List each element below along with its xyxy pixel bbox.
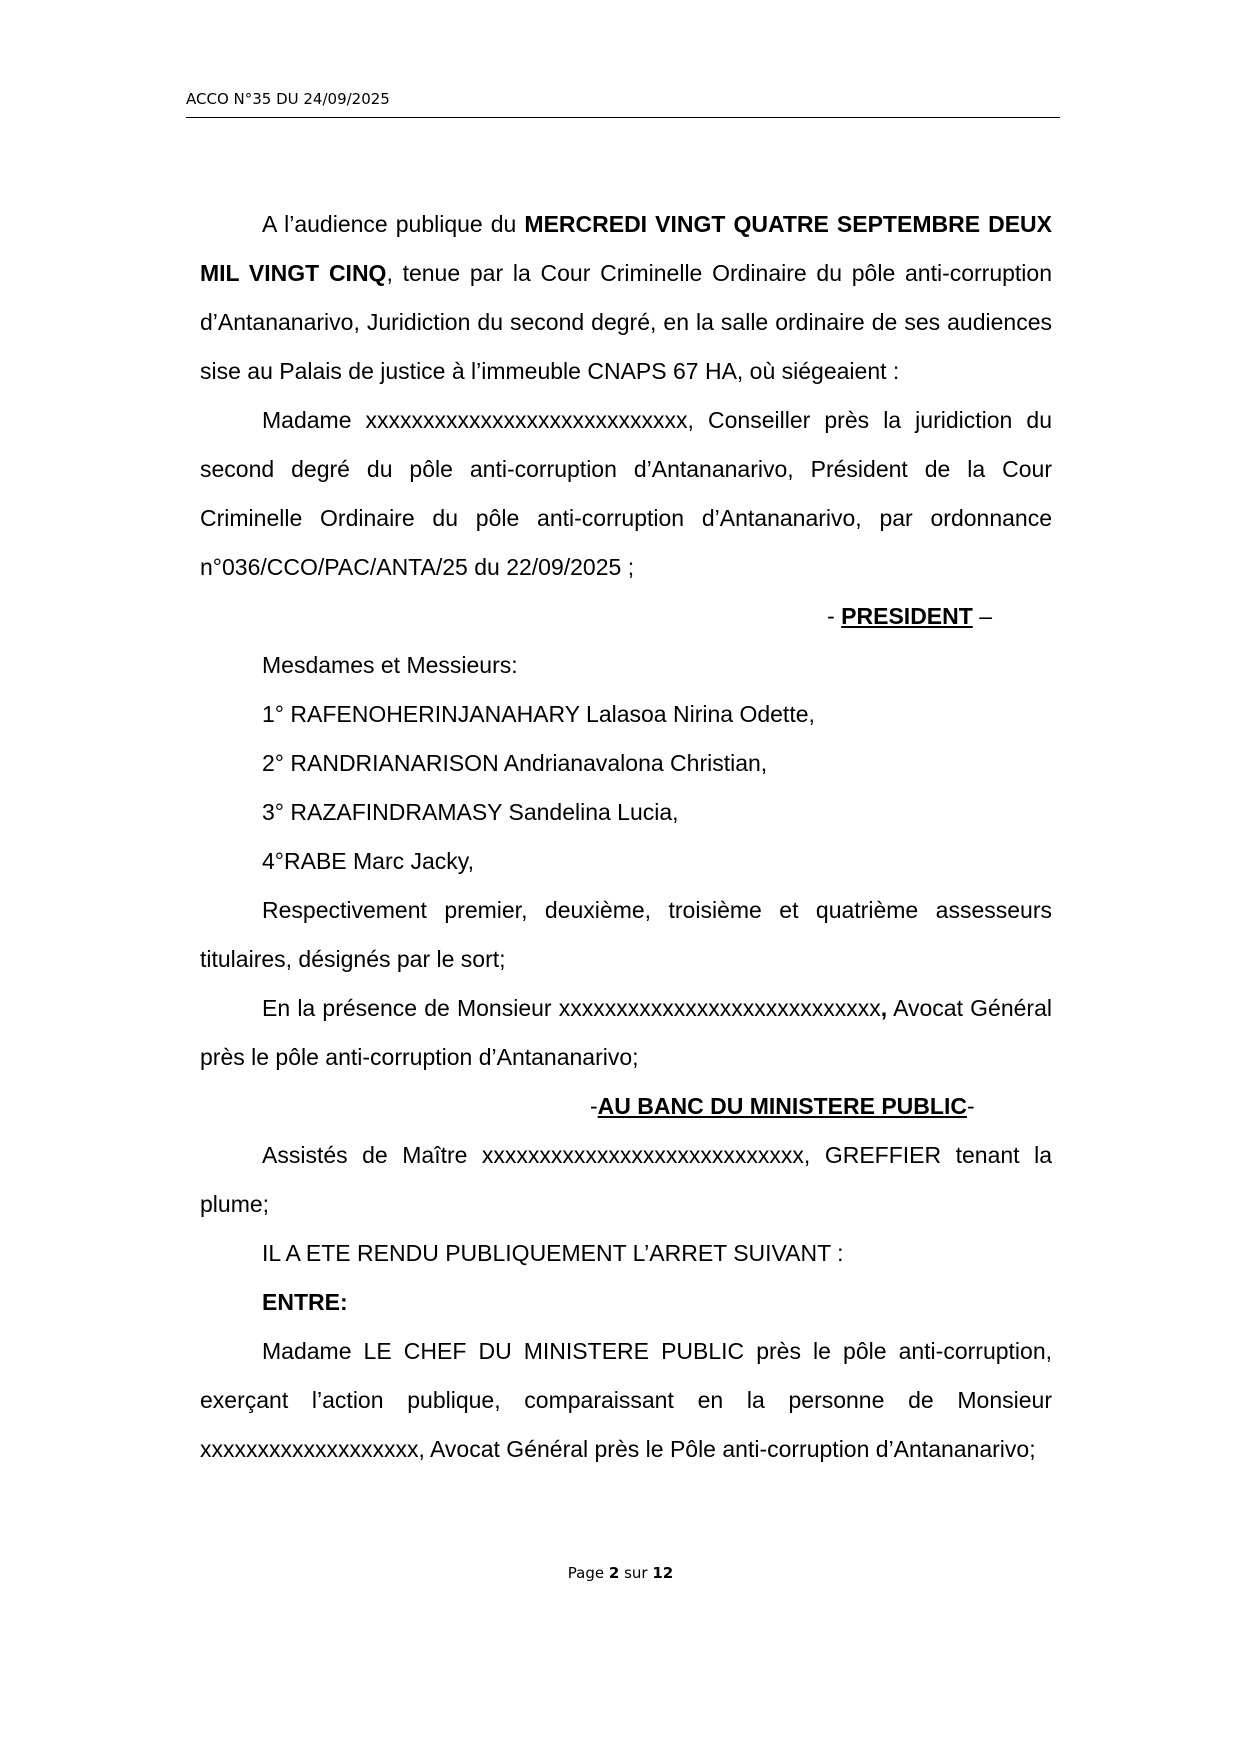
paragraph-members-intro: Mesdames et Messieurs: <box>262 652 518 678</box>
footer-page-total: 12 <box>652 1564 674 1582</box>
footer-sur-label: sur <box>619 1564 653 1582</box>
president-label: PRESIDENT <box>841 603 973 629</box>
avocat-comma: , <box>880 995 888 1021</box>
ministere-title <box>200 1082 1052 1131</box>
document-header-ref: ACCO N°35 DU 24/09/2025 <box>186 90 390 108</box>
entre-label: ENTRE: <box>262 1289 348 1315</box>
audience-details: , tenue par la Cour Criminelle Ordinaire du pôle anti-corruption d’Antananarivo, Juridiction du second degré, en la salle ordinaire de ses audiences sise au Palais de justice à l’immeuble CNAPS 67 HA, où siégeaient : <box>200 260 1052 384</box>
ministere-label: AU BANC DU MINISTERE PUBLIC <box>597 1093 967 1119</box>
paragraph-avocat-general <box>200 984 1052 1082</box>
audience-intro: A l’audience publique du <box>262 211 525 237</box>
member-item-3: 3° RAZAFINDRAMASY Sandelina Lucia, <box>262 799 679 825</box>
avocat-title: Avocat Général près le pôle anti-corruption d’Antananarivo; <box>200 995 1052 1070</box>
paragraph-assesseurs: Respectivement premier, deuxième, troisième et quatrième assesseurs titulaires, désignés par le sort; <box>200 897 1052 972</box>
member-item-1: 1° RAFENOHERINJANAHARY Lalasoa Nirina Odette, <box>262 701 815 727</box>
paragraph-greffier: Assistés de Maître xxxxxxxxxxxxxxxxxxxxxxxxxxxx, GREFFIER tenant la plume; <box>200 1142 1052 1217</box>
paragraph-ministere-public: Madame LE CHEF DU MINISTERE PUBLIC près le pôle anti-corruption, exerçant l’action publique, comparaissant en la personne de Monsieur xxxxxxxxxxxxxxxxxxx, Avocat Général près le Pôle anti-corruption d’Antananarivo; <box>200 1338 1052 1462</box>
ministere-dash-left: - <box>590 1093 598 1119</box>
president-dash-right: – <box>972 603 992 629</box>
member-item-4: 4°RABE Marc Jacky, <box>262 848 474 874</box>
footer-page-label: Page <box>567 1564 609 1582</box>
paragraph-arret: IL A ETE RENDU PUBLIQUEMENT L’ARRET SUIVANT : <box>262 1240 844 1266</box>
avocat-name: En la présence de Monsieur xxxxxxxxxxxxxxxxxxxxxxxxxxxx <box>262 995 881 1021</box>
president-dash-left: - <box>827 603 842 629</box>
footer-page-number: 2 <box>608 1564 620 1582</box>
header-divider <box>186 117 1060 118</box>
ministere-dash-right: - <box>966 1093 975 1119</box>
document-body <box>200 200 1052 1474</box>
member-item-2: 2° RANDRIANARISON Andrianavalona Christian, <box>262 750 768 776</box>
president-title <box>200 592 1052 641</box>
page-footer <box>0 1564 1241 1582</box>
paragraph-entre <box>200 1278 1052 1327</box>
audience-date: MERCREDI VINGT QUATRE SEPTEMBRE DEUX MIL VINGT CINQ <box>200 211 1052 286</box>
paragraph-audience <box>200 200 1052 396</box>
paragraph-president-name: Madame xxxxxxxxxxxxxxxxxxxxxxxxxxxx, Conseiller près la juridiction du second degré du pôle anti-corruption d’Antananarivo, Président de la Cour Criminelle Ordinaire du pôle anti-corruption d’Antananarivo, par ordonnance n°036/CCO/PAC/ANTA/25 du 22/09/2025 ; <box>200 407 1052 580</box>
